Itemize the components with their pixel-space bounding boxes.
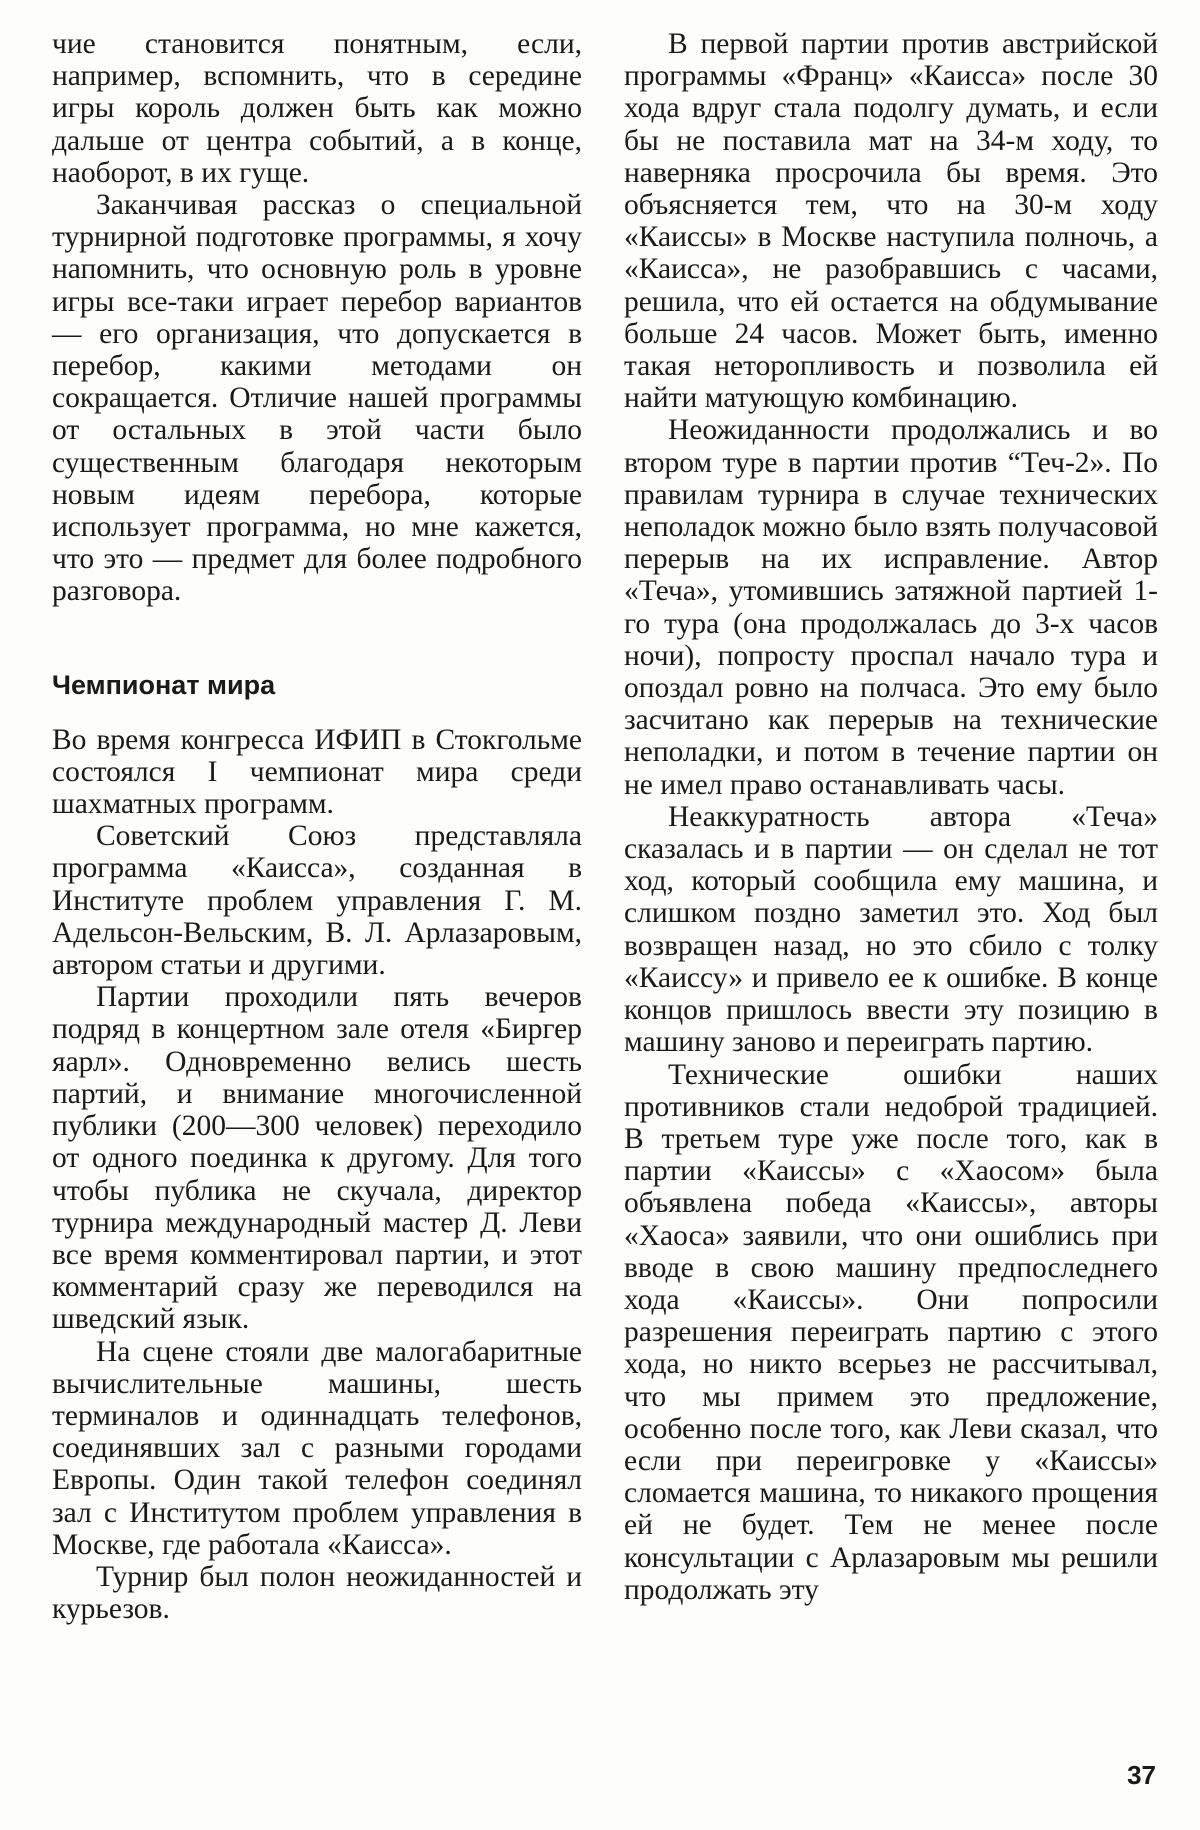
paragraph-stage: На сцене стояли две малогабаритные вычислительные машины, шесть терминалов и одиннадцать телефонов, соединявших зал с разными городами Европы. Один такой телефон соединял зал с Институтом проблем управления в Москве, где работала «Каисса».: [52, 1335, 582, 1561]
paragraph-games: Партии проходили пять вечеров подряд в концертном зале отеля «Биргер яарл». Одновременно велись шесть партий, и внимание многочисленной публики (200—300 человек) переходило от одного поединка к другому. Для того чтобы публика не скучала, директор турнира международный мастер Д. Леви все время комментировал партии, и этот комментарий сразу же переводился на шведский язык.: [52, 981, 582, 1336]
paragraph-first-game: В первой партии против австрийской программы «Франц» «Каисса» после 30 хода вдруг стала подолгу думать, и если бы не поставила мат на 34-м ходу, то наверняка просрочила бы время. Это объясняется тем, что на 30-м ходу «Каиссы» в Москве наступила полночь, а «Каисса», не разобравшись с часами, решила, что ей остается на обдумывание больше 24 часов. Может быть, именно такая неторопливость и позволила ей найти матующую комбинацию.: [624, 28, 1158, 415]
paragraph-carelessness: Неаккуратность автора «Теча» сказалась и в партии — он сделал не тот ход, который сообщила ему машина, и слишком поздно заметил это. Ход был возвращен назад, но это сбило с толку «Каиссу» и привело ее к ошибке. В конце концов пришлось ввести эту позицию в машину заново и переиграть партию.: [624, 800, 1158, 1059]
paragraph-continuation: чие становится понятным, если, например, вспомнить, что в середине игры король должен быть как можно дальше от центра событий, а в конце, наоборот, в их гуще.: [52, 28, 582, 189]
paragraph-search-selection: Заканчивая рассказ о специальной турнирной подготовке программы, я хочу напомнить, что основную роль в уровне игры все-таки играет перебор вариантов — его организация, что допускается в перебор, какими методами он сокращается. Отличие нашей программы от остальных в этой части было существенным благодаря некоторым новым идеям перебора, которые использует программа, но мне кажется, что это — предмет для более подробного разговора.: [52, 189, 582, 608]
paragraph-soviet-union: Советский Союз представляла программа «Каисса», созданная в Институте проблем управления Г. М. Адельсон-Вельским, В. Л. Арлазаровым, автором статьи и другими.: [52, 820, 582, 982]
paragraph-technical-errors: Технические ошибки наших противников стали недоброй традицией. В третьем туре уже после того, как в партии «Каиссы» с «Хаосом» была объявлена победа «Каиссы», авторы «Хаоса» заявили, что они ошиблись при вводе в свою машину предпоследнего хода «Каиссы». Они попросили разрешения переиграть партию с этого хода, но никто всерьез не рассчитывал, что мы примем это предложение, особенно после того, как Леви сказал, что если при переигровке у «Каиссы» сломается машина, то никакого прощения ей не будет. Тем не менее после консультации с Арлазаровым мы решили продолжать эту: [624, 1058, 1158, 1606]
page-number: 37: [1127, 1760, 1156, 1790]
left-column: [52, 28, 582, 1625]
paragraph-congress: Во время конгресса ИФИП в Стокгольме состоялся I чемпионат мира среди шахматных программ.: [52, 723, 582, 821]
paragraph-tournament: Турнир был полон неожиданностей и курьезов.: [52, 1560, 582, 1626]
paragraph-surprises: Неожиданности продолжались и во втором туре в партии против “Теч-2». По правилам турнира в случае технических неполадок можно было взять получасовой перерыв на их исправление. Автор «Теча», утомившись затяжной партией 1-го тура (она продолжалась до 3-х часов ночи), попросту проспал начало тура и опоздал ровно на полчаса. Это ему было засчитано как перерыв на технические неполадки, и потом в течение партии он не имел право останавливать часы.: [624, 414, 1158, 801]
section-heading: Чемпионат мира: [52, 669, 276, 700]
right-column: [624, 28, 1158, 1606]
